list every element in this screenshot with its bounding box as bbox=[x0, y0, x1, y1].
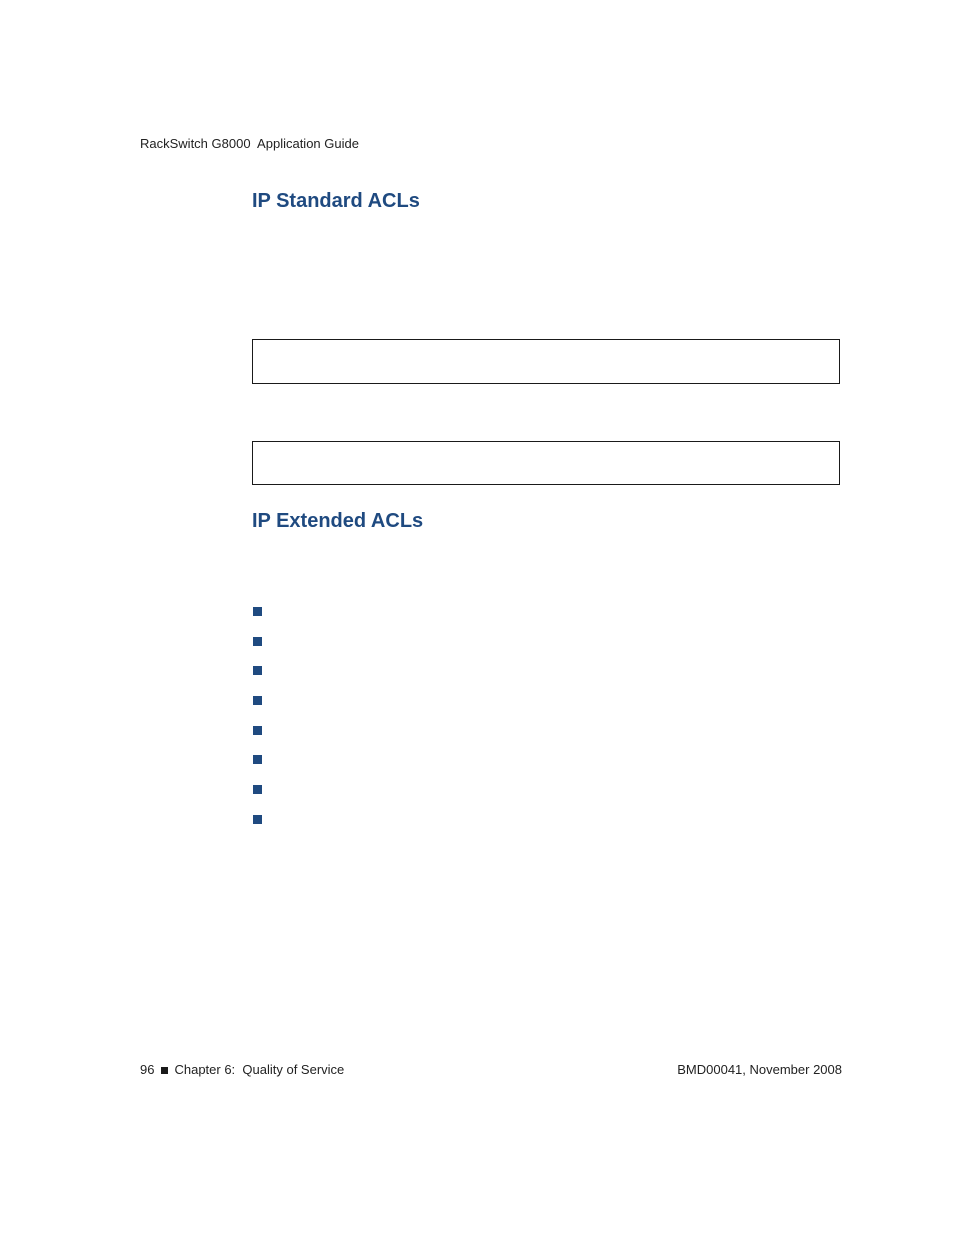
square-bullet-icon bbox=[253, 607, 262, 616]
square-bullet-icon bbox=[253, 696, 262, 705]
chapter-title: Chapter 6: Quality of Service bbox=[174, 1062, 345, 1077]
square-bullet-icon bbox=[253, 755, 262, 764]
bullet-list bbox=[253, 603, 262, 841]
list-item bbox=[253, 811, 262, 841]
list-item bbox=[253, 751, 262, 781]
running-header: RackSwitch G8000 Application Guide bbox=[140, 136, 359, 151]
square-bullet-icon bbox=[253, 785, 262, 794]
command-box bbox=[252, 441, 840, 485]
footer-left bbox=[140, 1062, 344, 1077]
document-id: BMD00041, November 2008 bbox=[677, 1062, 842, 1077]
square-bullet-icon bbox=[253, 637, 262, 646]
list-item bbox=[253, 722, 262, 752]
list-item bbox=[253, 603, 262, 633]
list-item bbox=[253, 662, 262, 692]
list-item bbox=[253, 781, 262, 811]
list-item bbox=[253, 633, 262, 663]
square-bullet-icon bbox=[253, 726, 262, 735]
section-heading-ip-standard-acls: IP Standard ACLs bbox=[252, 190, 420, 212]
square-separator-icon bbox=[161, 1067, 168, 1074]
command-box bbox=[252, 339, 840, 384]
page-number: 96 bbox=[140, 1062, 155, 1077]
square-bullet-icon bbox=[253, 815, 262, 824]
square-bullet-icon bbox=[253, 666, 262, 675]
list-item bbox=[253, 692, 262, 722]
section-heading-ip-extended-acls: IP Extended ACLs bbox=[252, 510, 424, 532]
